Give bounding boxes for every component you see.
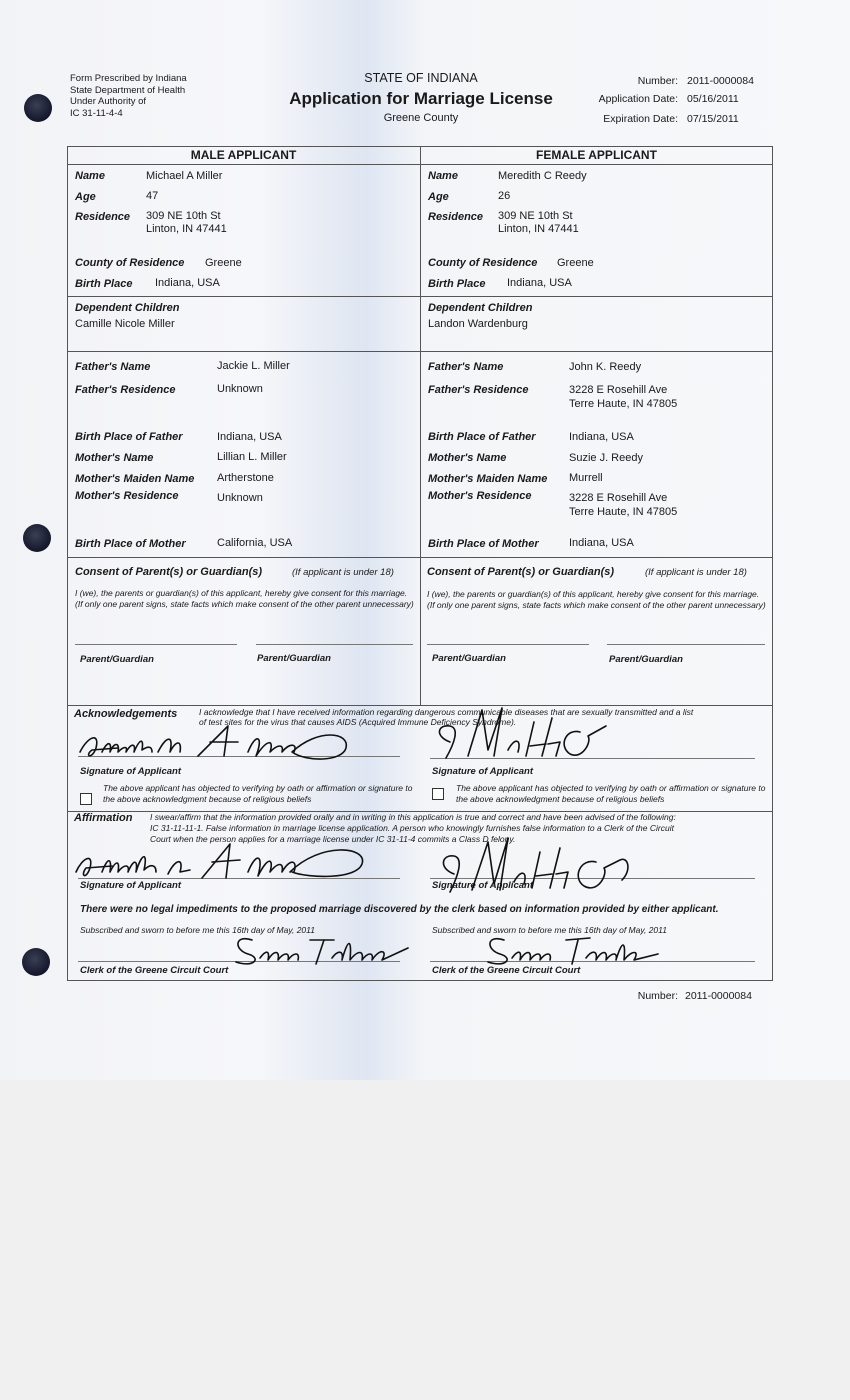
male-dependents-label: Dependent Children [75,302,180,314]
affirmation-text-line2: IC 31-11-11-1. False information in marriage license application. A person who knowingly furnishes false information to a Clerk of the Circuit [150,823,674,833]
male-age-label: Age [75,191,96,203]
prescribed-line: Under Authority of [70,96,147,107]
male-objection-text: The above applicant has objected to verifying by oath or affirmation or signature to the above acknowledgment because of religious beliefs [103,783,413,804]
female-father-name-value: John K. Reedy [569,361,642,373]
row-divider [67,557,773,558]
acknowledgements-title: Acknowledgements [74,708,178,720]
parent-signature-line[interactable] [256,644,413,645]
female-mother-maiden-value: Murrell [569,472,603,484]
parent-signature-line[interactable] [427,644,589,645]
female-objection-text: The above applicant has objected to verifying by oath or affirmation or signature to the above acknowledgment because of religious beliefs [456,783,766,804]
parent-signature-line[interactable] [75,644,237,645]
binder-hole [23,524,51,552]
male-ack-signature-label: Signature of Applicant [80,766,181,777]
male-affirm-signature-label: Signature of Applicant [80,880,181,891]
female-ack-signature [430,698,610,762]
expiration-date-label: Expiration Date: [603,113,678,125]
female-name-value: Meredith C Reedy [498,170,587,182]
male-name-label: Name [75,170,105,182]
female-father-residence-line1: 3228 E Rosehill Ave [569,384,668,396]
female-consent-text: I (we), the parents or guardian(s) of this applicant, hereby give consent for this marriage. (If only one parent signs, state facts which make consent of the other parent unnecessary) [427,589,766,610]
female-affirm-signature [432,818,642,898]
male-residence-line2: Linton, IN 47441 [146,223,227,235]
female-county-value: Greene [557,257,594,269]
male-birth-place-label: Birth Place [75,278,133,290]
application-date-label: Application Date: [598,93,678,105]
footer-number-label: Number: [637,990,678,1002]
male-county-label: County of Residence [75,257,185,269]
female-father-birth-value: Indiana, USA [569,431,634,443]
female-ack-signature-label: Signature of Applicant [432,766,533,777]
sworn-statement-left: Subscribed and sworn to before me this 16th day of May, 2011 [80,925,315,935]
male-mother-name-value: Lillian L. Miller [217,451,287,463]
female-mother-name-value: Suzie J. Reedy [569,452,643,464]
female-dependents-label: Dependent Children [428,302,533,314]
female-consent-title: Consent of Parent(s) or Guardian(s) [427,566,615,578]
clerk-label-left: Clerk of the Greene Circuit Court [80,965,229,976]
column-divider [420,146,421,705]
parent-guardian-label: Parent/Guardian [432,653,506,664]
male-father-residence-label: Father's Residence [75,384,176,396]
acknowledgements-text-line1: I acknowledge that I have received information regarding dangerous communicable diseases that are sexually transmitted and a list [199,707,694,717]
male-birth-place-value: Indiana, USA [155,277,220,289]
male-father-name-value: Jackie L. Miller [217,360,290,372]
female-residence-label: Residence [428,211,484,223]
binder-hole [22,948,50,976]
male-residence-label: Residence [75,211,131,223]
female-birth-place-value: Indiana, USA [507,277,572,289]
male-mother-maiden-value: Artherstone [217,472,274,484]
male-mother-residence-line1: Unknown [217,492,263,504]
male-consent-note: (If applicant is under 18) [292,567,394,578]
female-county-label: County of Residence [428,257,538,269]
male-father-residence-line1: Unknown [217,383,263,395]
female-father-name-label: Father's Name [428,361,504,373]
male-father-birth-label: Birth Place of Father [75,431,183,443]
male-age-value: 47 [146,190,159,202]
female-mother-birth-label: Birth Place of Mother [428,538,539,550]
female-father-residence-line2: Terre Haute, IN 47805 [569,398,678,410]
male-mother-birth-label: Birth Place of Mother [75,538,186,550]
female-residence-line1: 309 NE 10th St [498,210,573,222]
female-religious-objection-checkbox[interactable] [432,788,444,800]
parent-signature-line[interactable] [607,644,765,645]
row-divider [67,705,773,706]
male-consent-text: I (we), the parents or guardian(s) of this applicant, hereby give consent for this marriage. (If only one parent signs, state facts which make consent of the other parent unnecessary) [75,588,414,609]
row-divider [67,164,773,165]
female-mother-name-label: Mother's Name [428,452,507,464]
application-date-value: 05/16/2011 [687,93,739,105]
male-father-name-label: Father's Name [75,361,151,373]
male-mother-name-label: Mother's Name [75,452,154,464]
expiration-date-value: 07/15/2011 [687,113,739,125]
male-religious-objection-checkbox[interactable] [80,793,92,805]
male-consent-title: Consent of Parent(s) or Guardian(s) [75,566,263,578]
female-mother-residence-label: Mother's Residence [428,490,532,502]
prescribed-line: State Department of Health [70,84,186,96]
clerk-label-right: Clerk of the Greene Circuit Court [432,965,581,976]
male-ack-signature [78,722,353,766]
female-mother-birth-value: Indiana, USA [569,537,634,549]
parent-guardian-label: Parent/Guardian [609,654,683,665]
female-residence-line2: Linton, IN 47441 [498,223,579,235]
state-heading: STATE OF INDIANA [364,71,478,85]
clerk-signature-right [482,928,662,970]
county-heading: Greene County [383,112,459,124]
prescribed-line: Form Prescribed by Indiana [70,73,187,84]
acknowledgements-text-line2: of test sites for the virus that causes AIDS (Acquired Immune Deficiency Syndrome). [199,717,517,727]
male-mother-birth-value: California, USA [217,537,293,549]
row-divider [67,296,773,297]
female-father-residence-label: Father's Residence [428,384,529,396]
male-applicant-header: MALE APPLICANT [190,148,297,162]
male-father-birth-value: Indiana, USA [217,431,282,443]
female-affirm-signature-label: Signature of Applicant [432,880,533,891]
female-dependents-value: Landon Wardenburg [428,318,528,330]
parent-guardian-label: Parent/Guardian [257,653,331,664]
male-mother-residence-label: Mother's Residence [75,490,179,502]
footer-number-value: 2011-0000084 [685,990,752,1002]
female-consent-note: (If applicant is under 18) [645,567,747,578]
row-divider [67,351,773,352]
female-mother-residence-line2: Terre Haute, IN 47805 [569,506,678,518]
number-label: Number: [637,75,678,87]
female-applicant-header: FEMALE APPLICANT [536,148,657,162]
female-name-label: Name [428,170,458,182]
clerk-signature-left [232,928,412,970]
male-affirm-signature [72,832,372,886]
male-mother-maiden-label: Mother's Maiden Name [75,473,195,485]
male-residence-line1: 309 NE 10th St [146,210,221,222]
affirmation-text-line3: Court when the person applies for a marriage license under IC 31-11-4 commits a Class D felony. [150,834,516,844]
female-age-label: Age [428,191,449,203]
female-mother-maiden-label: Mother's Maiden Name [428,473,548,485]
female-father-birth-label: Birth Place of Father [428,431,536,443]
no-impediments-statement: There were no legal impediments to the proposed marriage discovered by the clerk based on information provided by either applicant. [80,904,719,915]
sworn-statement-right: Subscribed and sworn to before me this 16th day of May, 2011 [432,925,667,935]
page-title: Application for Marriage License [289,89,553,108]
affirmation-text-line1: I swear/affirm that the information provided orally and in writing in this application is true and correct and have been advised of the following: [150,812,676,822]
female-mother-residence-line1: 3228 E Rosehill Ave [569,492,668,504]
prescribed-line: IC 31-11-4-4 [70,107,123,119]
affirmation-title: Affirmation [74,812,133,824]
male-county-value: Greene [205,257,242,269]
female-age-value: 26 [498,190,511,202]
male-dependents-value: Camille Nicole Miller [75,318,175,330]
parent-guardian-label: Parent/Guardian [80,654,154,665]
female-birth-place-label: Birth Place [428,278,486,290]
male-name-value: Michael A Miller [146,170,223,182]
number-value: 2011-0000084 [687,75,754,87]
